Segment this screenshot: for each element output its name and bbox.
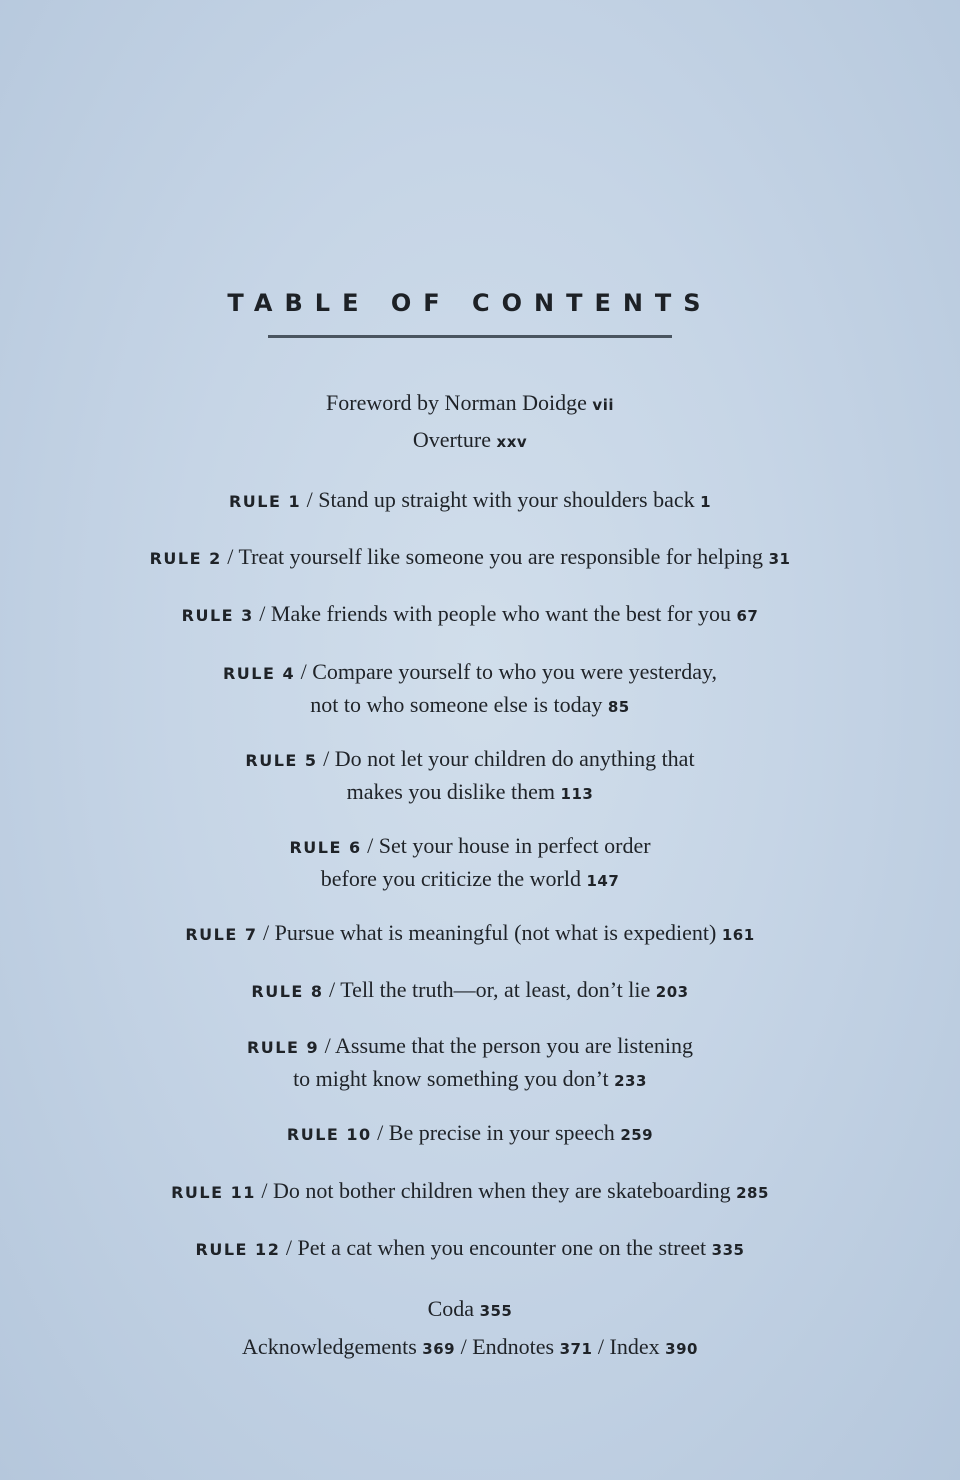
rule-page: 233 xyxy=(614,1072,647,1090)
rule-label: RULE 1 xyxy=(228,492,302,511)
rule-text: Pet a cat when you encounter one on the street xyxy=(297,1235,707,1260)
rule-page: 203 xyxy=(655,983,689,1001)
rule-text: makes you dislike them xyxy=(346,779,556,804)
separator: / xyxy=(460,1334,467,1359)
rule-text: Set your house in perfect order xyxy=(378,833,651,858)
rule-label: RULE 3 xyxy=(181,606,254,625)
separator: / xyxy=(227,544,234,569)
rule-page: 85 xyxy=(607,698,630,716)
rule-label: RULE 5 xyxy=(245,751,318,770)
rule-line-1 xyxy=(0,830,940,863)
toc-entry-rule-12 xyxy=(0,1232,940,1266)
separator: / xyxy=(261,1178,268,1203)
rule-line-2 xyxy=(0,1063,940,1097)
rule-page: 259 xyxy=(620,1126,654,1144)
rule-line-2 xyxy=(0,689,940,723)
toc-entry-rule-2 xyxy=(0,541,940,575)
toc-heading: TABLE OF CONTENTS xyxy=(227,289,713,317)
toc-entry-rule-7 xyxy=(0,917,940,951)
rule-line-2 xyxy=(0,863,940,897)
rule-label: RULE 9 xyxy=(246,1038,320,1057)
separator: / xyxy=(323,746,330,771)
endnotes-title: Endnotes xyxy=(472,1334,555,1359)
rule-page: 31 xyxy=(768,550,791,568)
rule-line-2 xyxy=(0,776,940,810)
rule-page: 335 xyxy=(711,1241,745,1259)
toc-entry-rule-4 xyxy=(0,656,940,723)
rule-line-1 xyxy=(0,656,940,689)
rule-line-1 xyxy=(0,743,940,776)
toc-entry-rule-5 xyxy=(0,743,940,810)
coda-title: Coda xyxy=(427,1296,475,1321)
rule-text: Stand up straight with your shoulders back xyxy=(318,487,695,512)
rule-text: Compare yourself to who you were yesterday, xyxy=(312,659,718,684)
separator: / xyxy=(262,920,270,945)
separator: / xyxy=(306,487,313,512)
coda-page: 355 xyxy=(479,1302,513,1320)
rule-text: Pursue what is meaningful (not what is expedient) xyxy=(274,920,717,945)
toc-entry-rule-10 xyxy=(0,1117,940,1151)
toc-entry-rule-6 xyxy=(0,830,940,897)
toc-entry-rule-8 xyxy=(0,974,940,1008)
rule-page: 67 xyxy=(736,607,759,625)
rule-label: RULE 12 xyxy=(195,1240,281,1259)
toc-entry-foreword xyxy=(0,387,940,421)
rule-text: before you criticize the world xyxy=(320,866,581,891)
separator: / xyxy=(300,659,307,684)
separator: / xyxy=(324,1033,331,1058)
index-page: 390 xyxy=(665,1340,698,1358)
rule-text: Tell the truth—or, at least, don’t lie xyxy=(340,977,651,1002)
toc-entry-back-matter xyxy=(0,1331,940,1365)
index-title: Index xyxy=(609,1334,660,1359)
rule-page: 147 xyxy=(586,872,620,890)
foreword-title: Foreword by Norman Doidge xyxy=(326,390,587,415)
rule-page: 113 xyxy=(560,785,594,803)
toc-entry-rule-1 xyxy=(0,484,940,518)
endnotes-page: 371 xyxy=(559,1340,593,1358)
rule-label: RULE 7 xyxy=(185,925,258,944)
rule-text: Assume that the person you are listening xyxy=(335,1033,694,1058)
acknowledgements-page: 369 xyxy=(422,1340,456,1358)
separator: / xyxy=(285,1235,292,1260)
overture-title: Overture xyxy=(412,427,492,452)
separator: / xyxy=(377,1120,384,1145)
rule-label: RULE 10 xyxy=(286,1125,372,1144)
rule-line-1 xyxy=(0,1030,940,1063)
rule-label: RULE 11 xyxy=(171,1183,256,1202)
rule-label: RULE 6 xyxy=(289,838,362,857)
rule-text: Treat yourself like someone you are responsible for helping xyxy=(238,544,764,569)
foreword-page: vii xyxy=(592,396,614,414)
rule-text: Be precise in your speech xyxy=(388,1120,615,1145)
rule-text: Make friends with people who want the best for you xyxy=(270,601,731,626)
separator: / xyxy=(597,1334,605,1359)
rule-text: Do not let your children do anything that xyxy=(334,746,695,771)
separator: / xyxy=(329,977,336,1002)
toc-entry-rule-11 xyxy=(0,1175,940,1209)
rule-label: RULE 8 xyxy=(251,982,324,1001)
rule-text: to might know something you don’t xyxy=(293,1066,609,1091)
toc-entry-coda xyxy=(0,1293,940,1327)
toc-entry-rule-9 xyxy=(0,1030,940,1097)
rule-label: RULE 4 xyxy=(222,664,296,683)
acknowledgements-title: Acknowledgements xyxy=(242,1334,417,1359)
heading-underline xyxy=(268,335,672,338)
rule-label: RULE 2 xyxy=(149,549,222,568)
rule-page: 161 xyxy=(721,926,755,944)
separator: / xyxy=(259,601,266,626)
rule-page: 285 xyxy=(736,1184,769,1202)
rule-text: not to who someone else is today xyxy=(310,692,603,717)
rule-text: Do not bother children when they are skateboarding xyxy=(273,1178,731,1203)
rule-page: 1 xyxy=(700,493,712,511)
toc-entry-overture xyxy=(0,424,940,458)
separator: / xyxy=(367,833,374,858)
overture-page: xxv xyxy=(496,433,528,451)
toc-entry-rule-3 xyxy=(0,598,940,632)
